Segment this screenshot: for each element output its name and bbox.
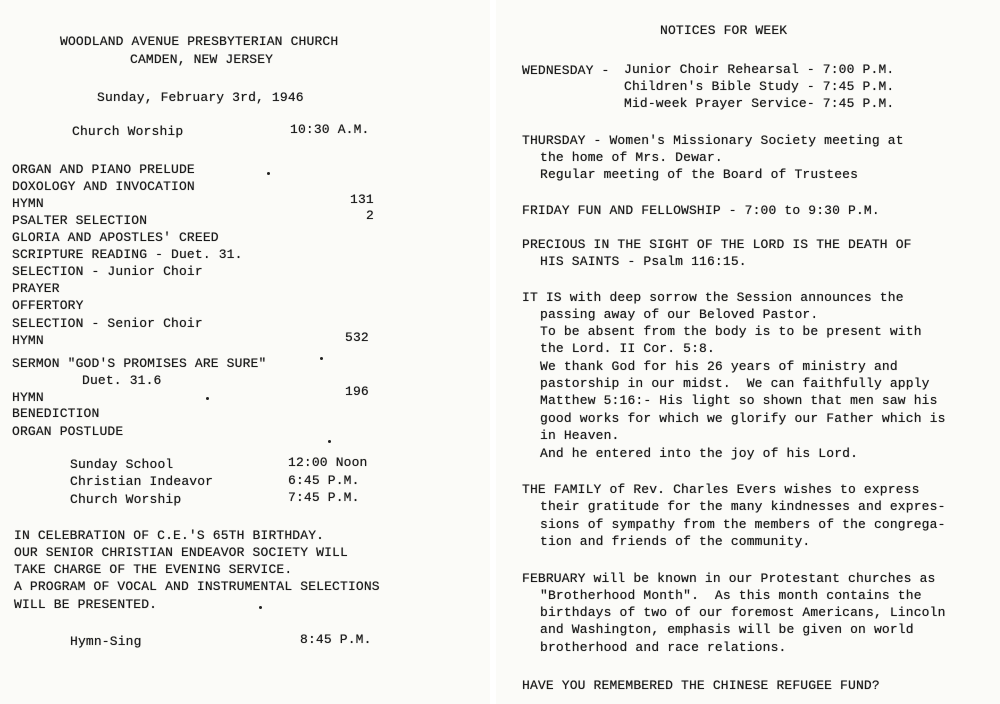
- hymn-sing-label: Hymn-Sing: [70, 634, 142, 649]
- notice-line: the home of Mrs. Dewar.: [540, 150, 723, 165]
- service-item: PSALTER SELECTION: [12, 213, 148, 228]
- notices-title: NOTICES FOR WEEK: [660, 23, 788, 38]
- ink-speck: [206, 397, 209, 400]
- church-name: WOODLAND AVENUE PRESBYTERIAN CHURCH: [60, 34, 339, 49]
- service-item: ORGAN POSTLUDE: [12, 424, 124, 439]
- psalter-number: 2: [366, 208, 374, 223]
- ink-speck: [259, 606, 262, 609]
- weekday-label: WEDNESDAY -: [522, 63, 610, 78]
- schedule-label: Church Worship: [70, 492, 182, 507]
- service-item: HYMN: [12, 390, 44, 405]
- notice-line: And he entered into the joy of his Lord.: [540, 446, 859, 461]
- service-item: Duet. 31.6: [82, 373, 162, 388]
- service-item: ORGAN AND PIANO PRELUDE: [12, 162, 195, 177]
- notice-line: TAKE CHARGE OF THE EVENING SERVICE.: [14, 562, 293, 577]
- service-item: DOXOLOGY AND INVOCATION: [12, 179, 195, 194]
- schedule-label: Sunday School: [70, 457, 174, 472]
- service-item: PRAYER: [12, 281, 60, 296]
- notice-line: pastorship in our midst. We can faithfully apply: [540, 376, 930, 391]
- worship-label: Church Worship: [72, 124, 184, 139]
- notice-line: PRECIOUS IN THE SIGHT OF THE LORD IS THE DEATH OF: [522, 237, 912, 252]
- right-page: [496, 0, 1000, 704]
- hymn-number: 532: [345, 330, 369, 345]
- hymn-number: 196: [345, 384, 369, 399]
- ink-speck: [267, 172, 270, 175]
- notice-line: good works for which we glorify our Father which is: [540, 411, 946, 426]
- notice-line: THE FAMILY of Rev. Charles Evers wishes to express: [522, 482, 920, 497]
- service-date: Sunday, February 3rd, 1946: [97, 90, 304, 105]
- notice-line: and Washington, emphasis will be given on world: [540, 622, 914, 637]
- notice-line: "Brotherhood Month". As this month contains the: [540, 588, 922, 603]
- notice-line: FEBRUARY will be known in our Protestant churches as: [522, 571, 936, 586]
- notice-line: OUR SENIOR CHRISTIAN ENDEAVOR SOCIETY WILL: [14, 545, 348, 560]
- notice-line: the Lord. II Cor. 5:8.: [540, 341, 715, 356]
- notice-line: sions of sympathy from the members of the congrega-: [540, 517, 946, 532]
- service-item: GLORIA AND APOSTLES' CREED: [12, 230, 219, 245]
- notice-line: To be absent from the body is to be present with: [540, 324, 922, 339]
- worship-time: 10:30 A.M.: [290, 122, 370, 137]
- friday-notice: FRIDAY FUN AND FELLOWSHIP - 7:00 to 9:30 P.M.: [522, 203, 880, 218]
- hymn-sing-time: 8:45 P.M.: [300, 632, 372, 647]
- notice-line: tion and friends of the community.: [540, 534, 811, 549]
- refugee-fund-notice: HAVE YOU REMEMBERED THE CHINESE REFUGEE FUND?: [522, 678, 880, 693]
- service-item: SELECTION - Senior Choir: [12, 316, 203, 331]
- notice-line: Mid-week Prayer Service- 7:45 P.M.: [624, 96, 895, 111]
- notice-line: HIS SAINTS - Psalm 116:15.: [540, 254, 747, 269]
- schedule-time: 7:45 P.M.: [288, 490, 360, 505]
- schedule-time: 6:45 P.M.: [288, 473, 360, 488]
- notice-line: WILL BE PRESENTED.: [14, 597, 158, 612]
- notice-line: in Heaven.: [540, 428, 620, 443]
- service-item: HYMN: [12, 333, 44, 348]
- service-item: HYMN: [12, 196, 44, 211]
- service-item: OFFERTORY: [12, 298, 84, 313]
- left-page: [0, 0, 490, 704]
- service-item: BENEDICTION: [12, 406, 100, 421]
- notice-line: passing away of our Beloved Pastor.: [540, 307, 819, 322]
- notice-line: Regular meeting of the Board of Trustees: [540, 167, 859, 182]
- church-location: CAMDEN, NEW JERSEY: [130, 52, 274, 67]
- notice-line: A PROGRAM OF VOCAL AND INSTRUMENTAL SELECTIONS: [14, 579, 380, 594]
- notice-line: We thank God for his 26 years of ministry and: [540, 359, 898, 374]
- notice-line: Children's Bible Study - 7:45 P.M.: [624, 79, 895, 94]
- notice-line: Matthew 5:16:- His light so shown that men saw his: [540, 393, 938, 408]
- service-item: SCRIPTURE READING - Duet. 31.: [12, 247, 243, 262]
- hymn-number: 131: [350, 192, 374, 207]
- service-item: SELECTION - Junior Choir: [12, 264, 203, 279]
- ink-speck: [320, 357, 323, 360]
- notice-line: their gratitude for the many kindnesses and expres-: [540, 499, 946, 514]
- notice-line: IN CELEBRATION OF C.E.'S 65TH BIRTHDAY.: [14, 528, 325, 543]
- ink-speck: [328, 440, 331, 443]
- notice-line: IT IS with deep sorrow the Session announces the: [522, 290, 904, 305]
- notice-line: Junior Choir Rehearsal - 7:00 P.M.: [624, 62, 895, 77]
- schedule-time: 12:00 Noon: [288, 455, 368, 470]
- notice-line: brotherhood and race relations.: [540, 640, 787, 655]
- service-item: SERMON "GOD'S PROMISES ARE SURE": [12, 356, 267, 371]
- notice-line: THURSDAY - Women's Missionary Society meeting at: [522, 133, 904, 148]
- schedule-label: Christian Indeavor: [70, 474, 214, 489]
- notice-line: birthdays of two of our foremost Americans, Lincoln: [540, 605, 946, 620]
